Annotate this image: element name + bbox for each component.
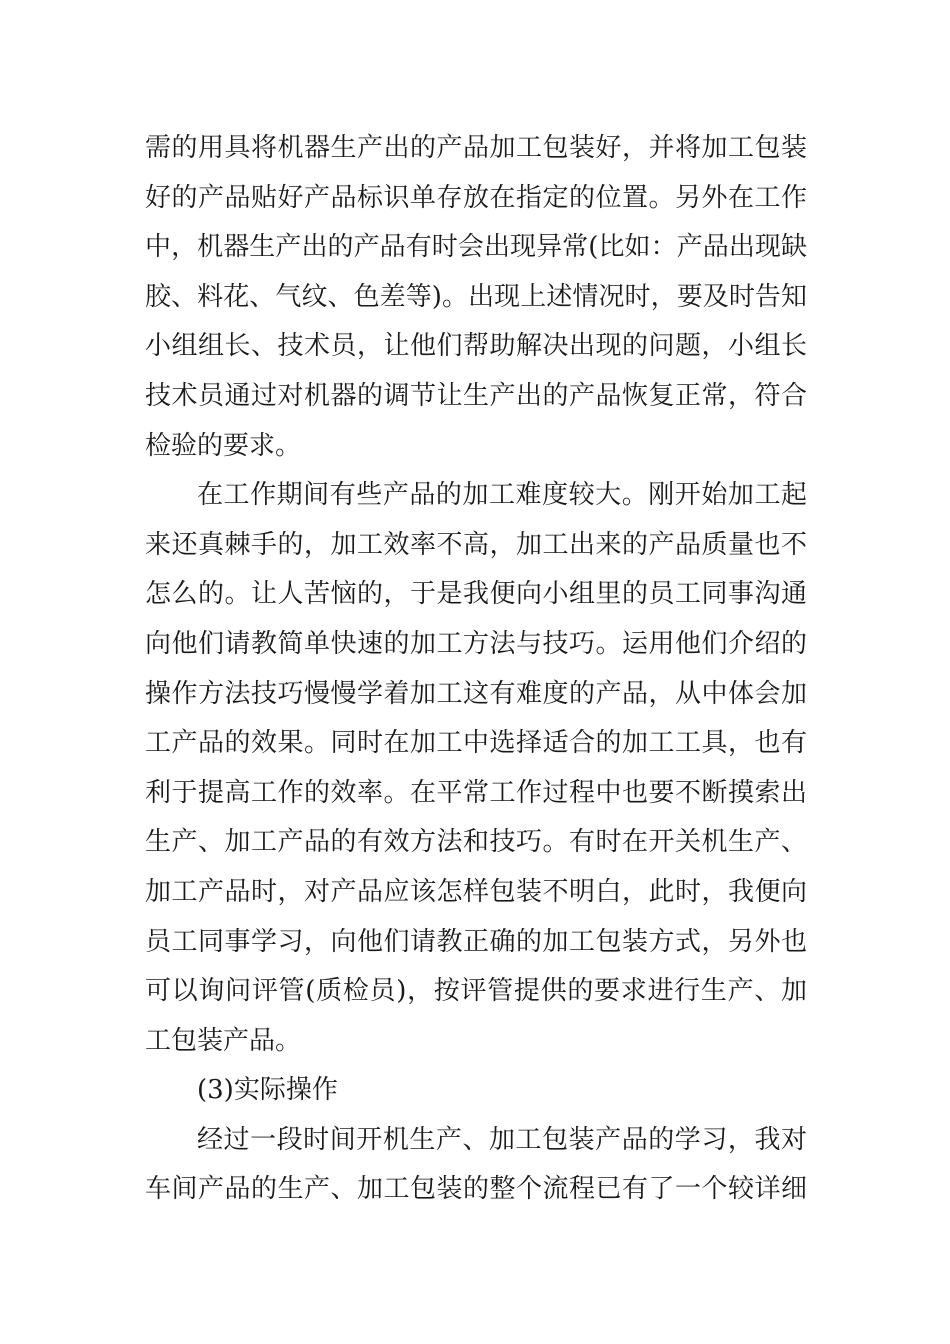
text-line: 加工产品时，对产品应该怎样包装不明白，此时，我便向 [145,876,807,907]
text-line: 工包装产品。 [145,1025,302,1056]
heading-text: (3)实际操作 [197,1075,338,1106]
text-line: 中，机器生产出的产品有时会出现异常(比如：产品出现缺 [145,232,807,263]
text-line: 员工同事学习，向他们请教正确的加工包装方式，另外也 [145,926,807,957]
paragraph-3 [145,1116,807,1215]
text-line: 在工作期间有些产品的加工难度较大。刚开始加工起 [197,480,807,511]
paragraph-1 [145,124,807,471]
text-line: 操作方法技巧慢慢学着加工这有难度的产品，从中体会加 [145,678,807,709]
paragraph-2 [145,471,807,1066]
text-line: 可以询问评管(质检员)，按评管提供的要求进行生产、加 [145,976,807,1007]
text-line: 怎么的。让人苦恼的，于是我便向小组里的员工同事沟通 [145,579,807,610]
text-line: 好的产品贴好产品标识单存放在指定的位置。另外在工作 [145,182,807,213]
text-line: 来还真棘手的，加工效率不高，加工出来的产品质量也不 [145,529,807,560]
section-heading [145,1066,807,1116]
text-line: 检验的要求。 [145,430,302,461]
text-line: 利于提高工作的效率。在平常工作过程中也要不断摸索出 [145,777,807,808]
text-line: 需的用具将机器生产出的产品加工包装好，并将加工包装 [145,133,807,163]
text-line: 向他们请教简单快速的加工方法与技巧。运用他们介绍的 [145,628,807,659]
body-text [145,124,807,1215]
text-line: 技术员通过对机器的调节让生产出的产品恢复正常，符合 [145,380,807,411]
text-line: 胶、料花、气纹、色差等)。出现上述情况时，要及时告知 [145,281,807,312]
text-line: 经过一段时间开机生产、加工包装产品的学习，我对 [197,1124,807,1155]
text-line: 生产、加工产品的有效方法和技巧。有时在开关机生产、 [145,827,807,858]
text-line: 工产品的效果。同时在加工中选择适合的加工工具，也有 [145,728,807,759]
text-line: 小组组长、技术员，让他们帮助解决出现的问题，小组长 [145,331,807,362]
text-line: 车间产品的生产、加工包装的整个流程已有了一个较详细 [145,1174,807,1205]
